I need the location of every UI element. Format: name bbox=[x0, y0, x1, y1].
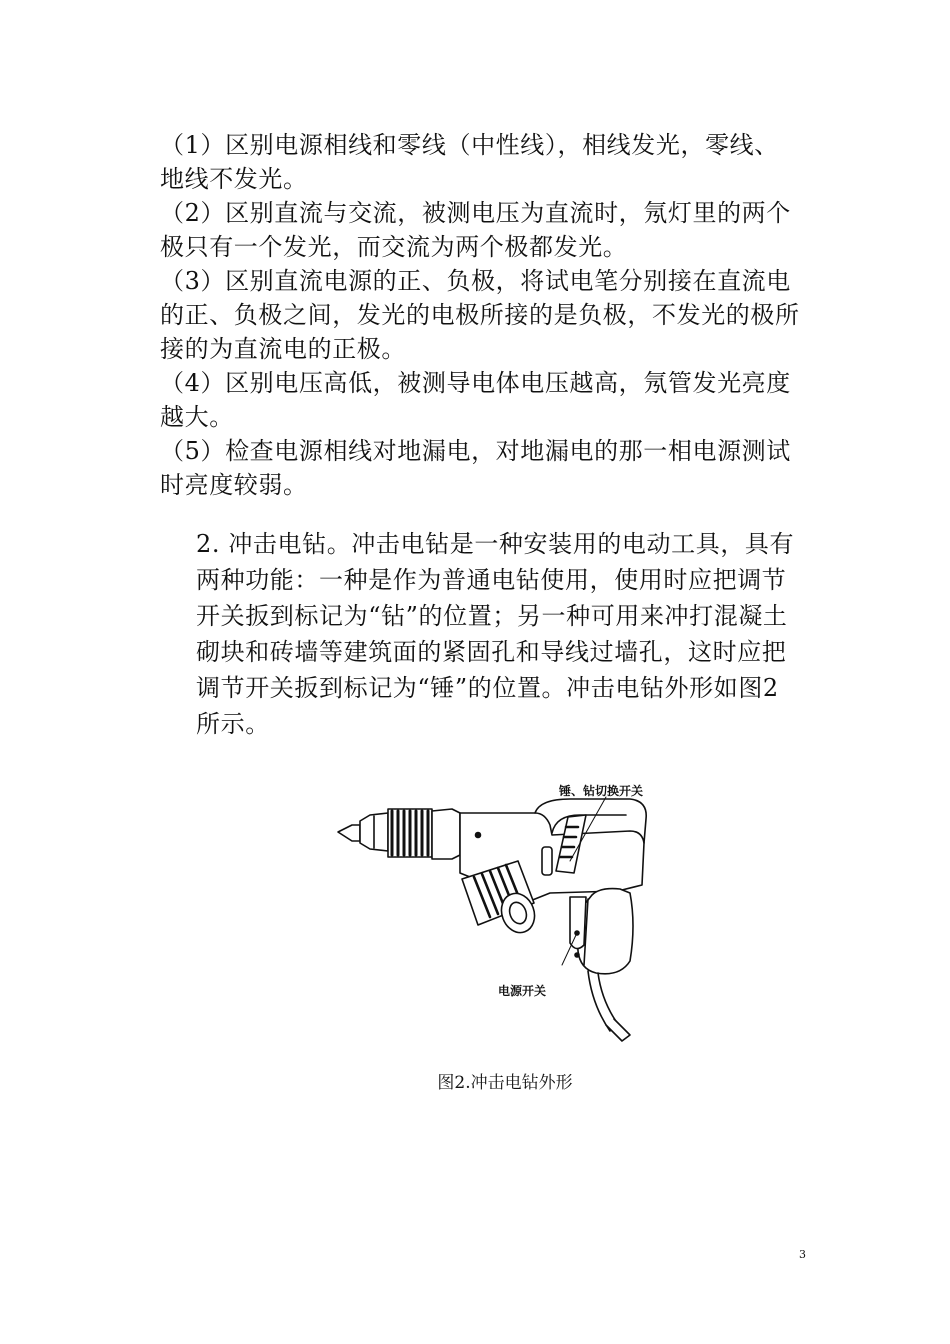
impact-drill-paragraph: 2. 冲击电钻。冲击电钻是一种安装用的电动工具，具有两种功能：一种是作为普通电钻使用，使用时应把调节开关扳到标记为“钻”的位置；另一种可用来冲打混凝土砌块和砖墙等建筑面的紧固孔和导线过墙孔，这时应把调节开关扳到标记为“锤”的位置。冲击电钻外形如图2所示。 bbox=[196, 530, 795, 738]
list-item: （1）区别电源相线和零线（中性线），相线发光，零线、地线不发光。 bbox=[160, 131, 779, 193]
list-item: （4）区别电压高低，被测导电体电压越高，氖管发光亮度越大。 bbox=[160, 369, 791, 431]
list-item: （5）检查电源相线对地漏电，对地漏电的那一相电源测试时亮度较弱。 bbox=[160, 437, 791, 499]
impact-drill-figure bbox=[330, 775, 675, 1055]
list-item: （2）区别直流与交流，被测电压为直流时，氖灯里的两个极只有一个发光，而交流为两个极都发光。 bbox=[160, 199, 791, 261]
mode-switch-label: 锤、钻切换开关 bbox=[559, 784, 644, 798]
feature-list bbox=[160, 128, 800, 502]
power-switch-label: 电源开关 bbox=[498, 984, 547, 998]
impact-drill-illustration bbox=[330, 775, 675, 1055]
list-item: （3）区别直流电源的正、负极，将试电笔分别接在直流电的正、负极之间，发光的电极所接的是负极，不发光的极所接的为直流电的正极。 bbox=[160, 267, 800, 363]
page-number: 3 bbox=[799, 1248, 806, 1261]
figure-caption: 图2.冲击电钻外形 bbox=[437, 1073, 573, 1093]
